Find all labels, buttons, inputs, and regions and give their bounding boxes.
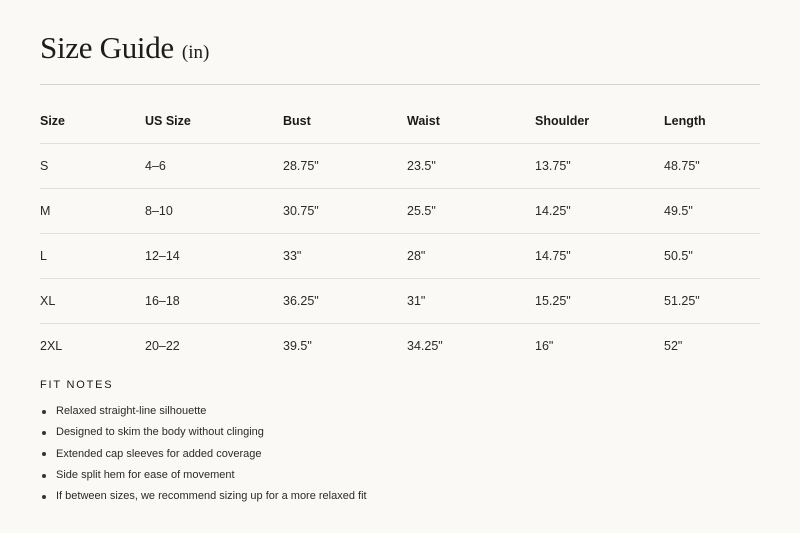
cell-waist: 31" <box>407 279 535 324</box>
cell-bust: 36.25" <box>283 279 407 324</box>
cell-shoulder: 15.25" <box>535 279 664 324</box>
list-item <box>40 486 367 507</box>
cell-us-size: 12–14 <box>145 234 283 279</box>
cell-shoulder: 16" <box>535 339 554 353</box>
cell-length: 49.5" <box>664 189 760 234</box>
title-divider <box>40 84 760 85</box>
list-item-text: Relaxed straight-line silhouette <box>56 405 207 417</box>
table-row <box>40 279 760 324</box>
cell-us-size: 20–22 <box>145 339 180 353</box>
page-title: Size Guide <box>40 30 174 65</box>
cell-us-size: 16–18 <box>145 279 283 324</box>
fit-notes <box>40 379 367 507</box>
size-table <box>40 99 760 368</box>
list-item-text: Side split hem for ease of movement <box>56 468 235 481</box>
cell-length: 52" <box>664 339 683 353</box>
cell-bust: 30.75" <box>283 189 407 234</box>
bullet-icon <box>42 474 46 478</box>
list-item <box>40 465 367 486</box>
cell-waist: 34.25" <box>407 339 443 353</box>
cell-size: XL <box>40 279 145 324</box>
cell-length: 48.75" <box>664 144 760 189</box>
header-us-size: US Size <box>145 99 283 144</box>
cell-us-size: 4–6 <box>145 144 283 189</box>
cell-size: S <box>40 144 145 189</box>
cell-us-size: 8–10 <box>145 189 283 234</box>
cell-shoulder: 14.75" <box>535 234 664 279</box>
header-bust: Bust <box>283 99 407 144</box>
unit-label: (in) <box>181 42 210 63</box>
cell-shoulder: 14.25" <box>535 189 664 234</box>
cell-shoulder: 13.75" <box>535 144 664 189</box>
cell-size: L <box>40 234 145 279</box>
list-item <box>40 401 367 422</box>
list-item-text: Designed to skim the body without clinging <box>56 426 264 439</box>
header-waist: Waist <box>407 99 535 144</box>
cell-size: M <box>40 189 145 234</box>
cell-size: 2XL <box>40 339 63 353</box>
table-row <box>40 234 760 279</box>
header-length: Length <box>664 99 760 144</box>
cell-bust: 39.5" <box>283 339 312 353</box>
list-item-text: If between sizes, we recommend sizing up for a more relaxed fit <box>56 490 367 503</box>
table-header-row <box>40 99 760 144</box>
table-row <box>40 144 760 189</box>
table-row <box>40 189 760 234</box>
cell-length: 50.5" <box>664 234 760 279</box>
header-size: Size <box>40 99 145 144</box>
page-title-row <box>40 30 209 66</box>
list-item <box>40 422 367 443</box>
bullet-icon <box>42 431 46 435</box>
cell-bust: 33" <box>283 234 407 279</box>
fit-notes-heading: FIT NOTES <box>40 379 114 391</box>
cell-length: 51.25" <box>664 279 760 324</box>
bullet-icon <box>42 495 46 499</box>
fit-notes-list <box>40 401 367 507</box>
bullet-icon <box>42 452 46 456</box>
list-item <box>40 444 367 465</box>
cell-waist: 23.5" <box>407 144 535 189</box>
header-shoulder: Shoulder <box>535 99 664 144</box>
cell-bust: 28.75" <box>283 144 407 189</box>
list-item-text: Extended cap sleeves for added coverage <box>56 447 262 460</box>
cell-waist: 25.5" <box>407 189 535 234</box>
table-row <box>40 324 760 369</box>
cell-waist: 28" <box>407 234 535 279</box>
bullet-icon <box>42 410 46 414</box>
